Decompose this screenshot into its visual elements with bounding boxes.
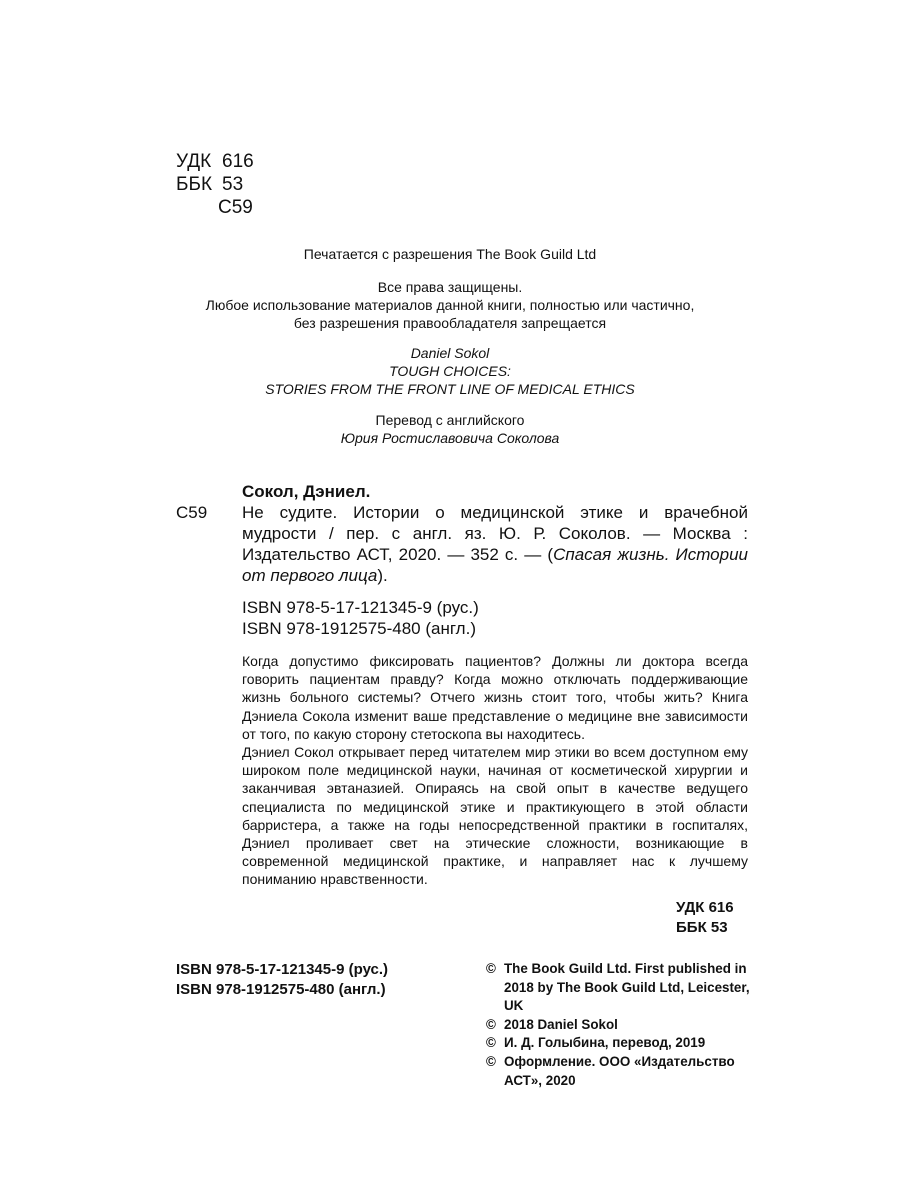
annotation	[242, 652, 748, 889]
copyright-text: Оформление. ООО «Издательство АСТ», 2020	[504, 1053, 735, 1088]
author-mark: С59	[218, 197, 253, 218]
rights-line-3: без разрешения правообладателя запрещается	[293, 315, 607, 331]
annotation-paragraph-2: Дэниел Сокол открывает перед читателем мир этики во всем доступном ему широком поле медицинской науки, начиная от косметической хирургии и заканчивая эвтаназией. Опираясь на свой опыт в качестве ведущего специалиста по медицинской этике и практикующего в этой области барристера, а также на годы непосредственной практики в госпиталях, Дэниел проливает свет на этические сложности, возникающие в современной медицинской практике, и направляет нас к лучшему пониманию нравственности.	[242, 744, 748, 888]
udk-value: 616	[222, 151, 254, 172]
bbk-row	[176, 173, 254, 196]
copyright-item	[486, 1016, 752, 1035]
bbk-label: ББК	[176, 174, 213, 195]
copyright-symbol: ©	[486, 1053, 496, 1069]
classification-block	[176, 150, 254, 219]
original-title-2: STORIES FROM THE FRONT LINE OF MEDICAL ETHICS	[265, 381, 635, 397]
copyright-symbol: ©	[486, 961, 496, 976]
copyright-text: 2018 Daniel Sokol	[504, 1016, 618, 1032]
original-edition	[150, 344, 750, 398]
copyright-item	[486, 1053, 752, 1090]
isbn-en: ISBN 978-1912575-480 (англ.)	[242, 619, 476, 638]
biblio-body	[242, 502, 748, 586]
copyright-symbol: ©	[486, 1035, 496, 1051]
biblio-text-end: ).	[377, 566, 388, 585]
copyright-text: The Book Guild Ltd. First published in 2018 by The Book Guild Ltd, Leicester, UK	[504, 961, 750, 1014]
bibliographic-record	[176, 481, 748, 586]
copyright-block	[486, 960, 752, 1090]
udk-summary: УДК 616	[676, 899, 734, 916]
bbk-value: 53	[222, 174, 244, 195]
biblio-entry	[176, 502, 748, 586]
copyright-item	[486, 960, 752, 1016]
isbn-bold-ru: ISBN 978-5-17-121345-9 (рус.)	[176, 961, 389, 978]
biblio-author: Сокол, Дэниел.	[242, 482, 371, 501]
permission-notice: Печатается с разрешения The Book Guild Ltd	[303, 246, 597, 262]
rights-line-1: Все права защищены.	[377, 279, 523, 295]
udk-bbk-summary	[676, 898, 734, 938]
original-author: Daniel Sokol	[410, 345, 490, 361]
isbn-list	[242, 597, 479, 639]
isbn-ru: ISBN 978-5-17-121345-9 (рус.)	[242, 598, 479, 617]
annotation-paragraph-1: Когда допустимо фиксировать пациентов? Должны ли доктора всегда говорить пациентам правду? Когда можно отключать поддерживающие жизнь больного системы? Отчего жизнь стоит того, чтобы жить? Книга Дэниела Сокола изменит ваше представление о медицине вне зависимости от того, по какую сторону стетоскопа вы находитесь.	[242, 653, 748, 742]
isbn-bold-en: ISBN 978-1912575-480 (англ.)	[176, 981, 386, 998]
biblio-code: С59	[176, 503, 208, 522]
translation-label: Перевод с английского	[375, 412, 525, 428]
biblio-series: Спасая жизнь. Истории от первого лица	[242, 545, 748, 585]
isbn-bold-block	[176, 960, 388, 1000]
copyright-item	[486, 1034, 752, 1053]
udk-row	[176, 150, 254, 173]
translation-credit	[150, 411, 750, 447]
original-title-1: TOUGH CHOICES:	[389, 363, 511, 379]
copyright-symbol: ©	[486, 1016, 496, 1032]
rights-line-2: Любое использование материалов данной книги, полностью или частично,	[205, 297, 695, 313]
udk-label: УДК	[176, 151, 212, 172]
rights-notice	[150, 278, 750, 332]
biblio-text: Не судите. Истории о медицинской этике и врачебной мудрости / пер. с англ. яз. Ю. Р. Соколов. — Москва : Издательство АСТ, 2020. — 352 с. — (	[242, 503, 748, 564]
translator-name: Юрия Ростиславовича Соколова	[340, 430, 560, 446]
copyright-text: И. Д. Голыбина, перевод, 2019	[504, 1035, 706, 1051]
bbk-summary: ББК 53	[676, 919, 728, 936]
